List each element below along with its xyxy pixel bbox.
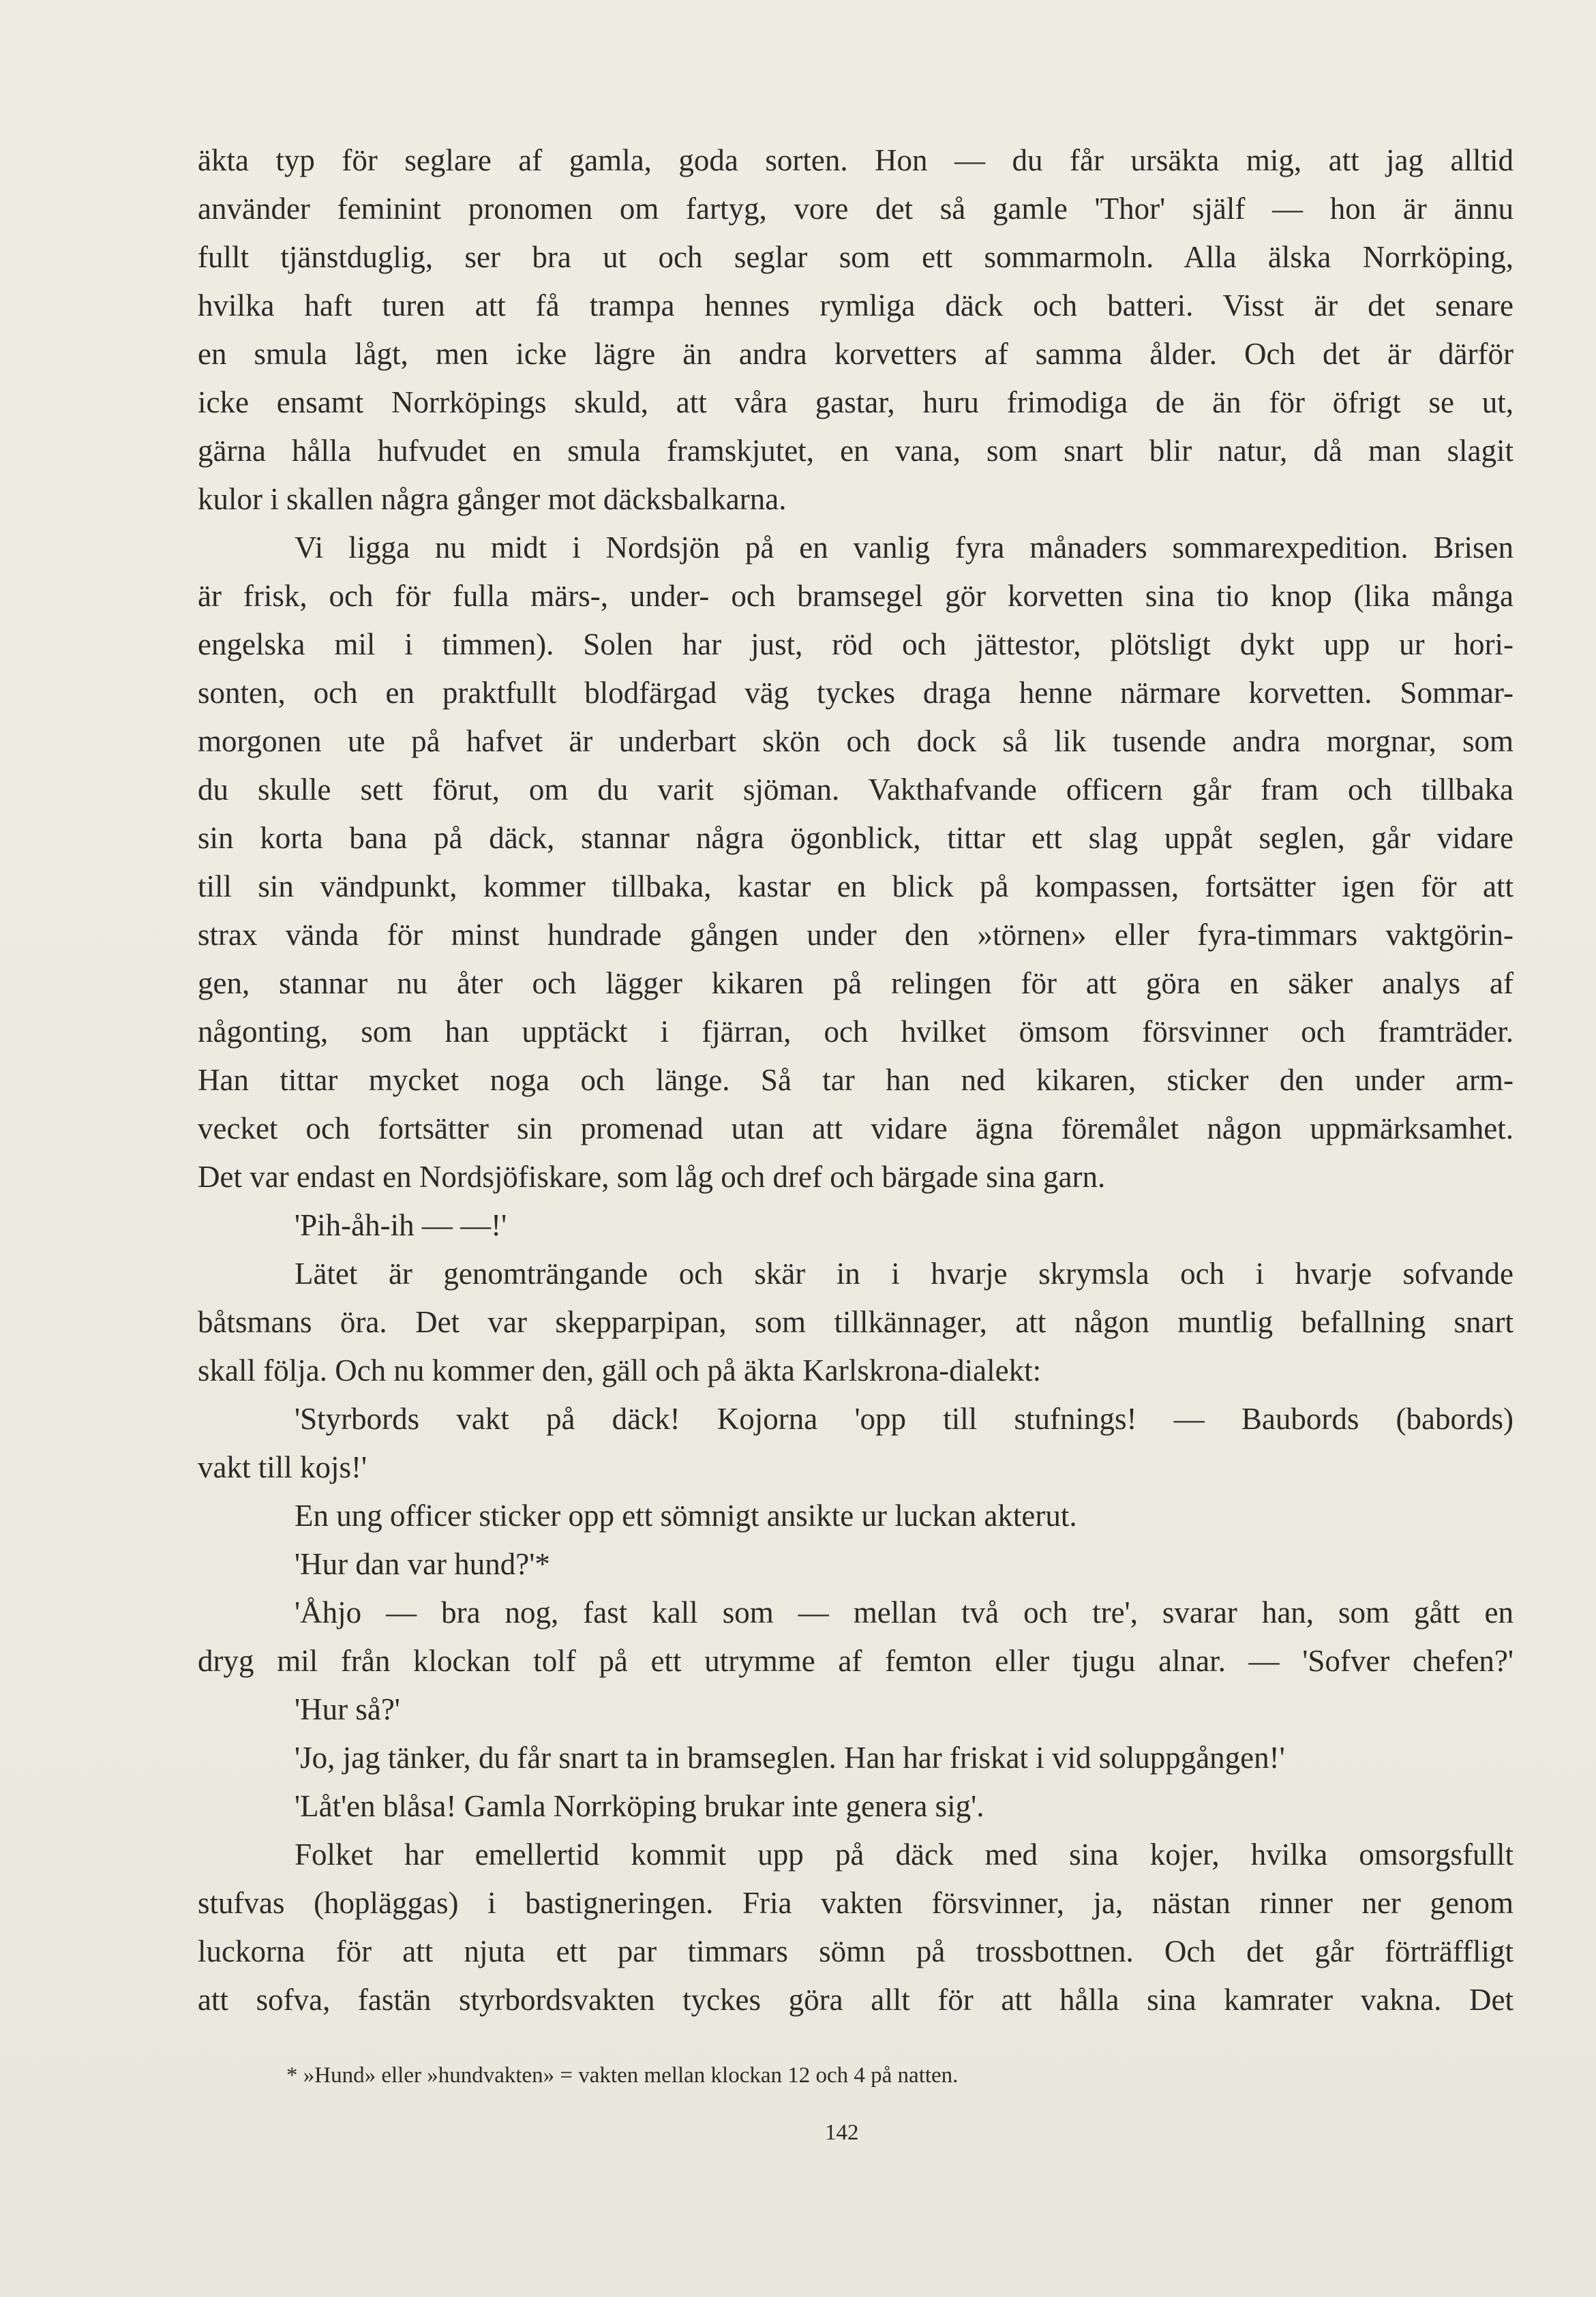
text-line: gen, stannar nu åter och lägger kikaren på relingen för att göra en säker analys af (198, 966, 1514, 1000)
text-line: strax vända för minst hundrade gången under den »törnen» eller fyra-timmars vaktgörin- (198, 918, 1514, 952)
text-line: använder feminint pronomen om fartyg, vore det så gamle 'Thor' själf — hon är ännu (198, 192, 1514, 226)
text-line: icke ensamt Norrköpings skuld, att våra gastar, huru frimodiga de än för öfrigt se ut, (198, 385, 1514, 419)
text-line: morgonen ute på hafvet är underbart skön och dock så lik tusende andra morgnar, som (198, 724, 1514, 758)
text-line: sin korta bana på däck, stannar några ögonblick, tittar ett slag uppåt seglen, går vidare (198, 821, 1514, 855)
text-line: En ung officer sticker opp ett sömnigt ansikte ur luckan akterut. (295, 1499, 1077, 1533)
text-line: 'Hur så?' (295, 1692, 400, 1726)
text-line: är frisk, och för fulla märs-, under- och bramsegel gör korvetten sina tio knop (lika många (198, 579, 1514, 613)
page-number: 142 (825, 2120, 859, 2145)
text-line: hvilka haft turen att få trampa hennes rymliga däck och batteri. Visst är det senare (198, 288, 1514, 322)
text-line: 'Låt'en blåsa! Gamla Norrköping brukar inte genera sig'. (295, 1789, 984, 1823)
text-line: båtsmans öra. Det var skepparpipan, som tillkännager, att någon muntlig befallning snart (198, 1305, 1514, 1339)
text-line: Det var endast en Nordsjöfiskare, som låg och dref och bärgade sina garn. (198, 1160, 1106, 1194)
text-line: Lätet är genomträngande och skär in i hvarje skrymsla och i hvarje sofvande (295, 1257, 1514, 1291)
text-line: 'Pih-åh-ih — —!' (295, 1208, 507, 1242)
text-line: vakt till kojs!' (198, 1450, 367, 1484)
text-line: någonting, som han upptäckt i fjärran, och hvilket ömsom försvinner och framträder. (198, 1015, 1514, 1049)
body-text (198, 136, 1514, 2024)
text-line: sonten, och en praktfullt blodfärgad väg tyckes draga henne närmare korvetten. Sommar- (198, 676, 1514, 710)
text-line: 'Hur dan var hund?'* (295, 1547, 550, 1581)
text-line: 'Åhjo — bra nog, fast kall som — mellan två och tre', svarar han, som gått en (295, 1595, 1514, 1630)
footnote: * »Hund» eller »hundvakten» = vakten mellan klockan 12 och 4 på natten. (286, 2063, 959, 2088)
text-line: luckorna för att njuta ett par timmars sömn på trossbottnen. Och det går förträffligt (198, 1934, 1514, 1968)
text-line: skall följa. Och nu kommer den, gäll och på äkta Karlskrona-dialekt: (198, 1353, 1042, 1387)
text-line: Han tittar mycket noga och länge. Så tar han ned kikaren, sticker den under arm- (198, 1063, 1514, 1097)
text-line: äkta typ för seglare af gamla, goda sorten. Hon — du får ursäkta mig, att jag alltid (198, 143, 1514, 177)
text-line: gärna hålla hufvudet en smula framskjutet, en vana, som snart blir natur, då man slagit (198, 434, 1514, 468)
text-line: 'Styrbords vakt på däck! Kojorna 'opp till stufnings! — Baubords (babords) (295, 1402, 1514, 1436)
text-line: engelska mil i timmen). Solen har just, röd och jättestor, plötsligt dykt upp ur hori- (198, 627, 1514, 661)
text-line: till sin vändpunkt, kommer tillbaka, kastar en blick på kompassen, fortsätter igen för att (198, 869, 1514, 903)
text-line: Folket har emellertid kommit upp på däck med sina kojer, hvilka omsorgsfullt (295, 1837, 1514, 1872)
text-line: stufvas (hopläggas) i bastigneringen. Fria vakten försvinner, ja, nästan rinner ner genom (198, 1886, 1514, 1920)
text-line: vecket och fortsätter sin promenad utan att vidare ägna föremålet någon uppmärksamhet. (198, 1111, 1514, 1145)
text-line: att sofva, fastän styrbordsvakten tyckes göra allt för att hålla sina kamrater vakna. Det (198, 1983, 1514, 2017)
text-line: du skulle sett förut, om du varit sjöman. Vakthafvande officern går fram och tillbaka (198, 772, 1514, 807)
text-line: 'Jo, jag tänker, du får snart ta in bramseglen. Han har friskat i vid soluppgången!' (295, 1741, 1285, 1775)
text-line: en smula lågt, men icke lägre än andra korvetters af samma ålder. Och det är därför (198, 337, 1514, 371)
text-line: Vi ligga nu midt i Nordsjön på en vanlig fyra månaders sommarexpedition. Brisen (295, 530, 1514, 565)
text-line: kulor i skallen några gånger mot däcksbalkarna. (198, 482, 787, 516)
text-line: fullt tjänstduglig, ser bra ut och seglar som ett sommarmoln. Alla älska Norrköping, (198, 240, 1514, 274)
text-line: dryg mil från klockan tolf på ett utrymme af femton eller tjugu alnar. — 'Sofver chefen?' (198, 1644, 1514, 1678)
